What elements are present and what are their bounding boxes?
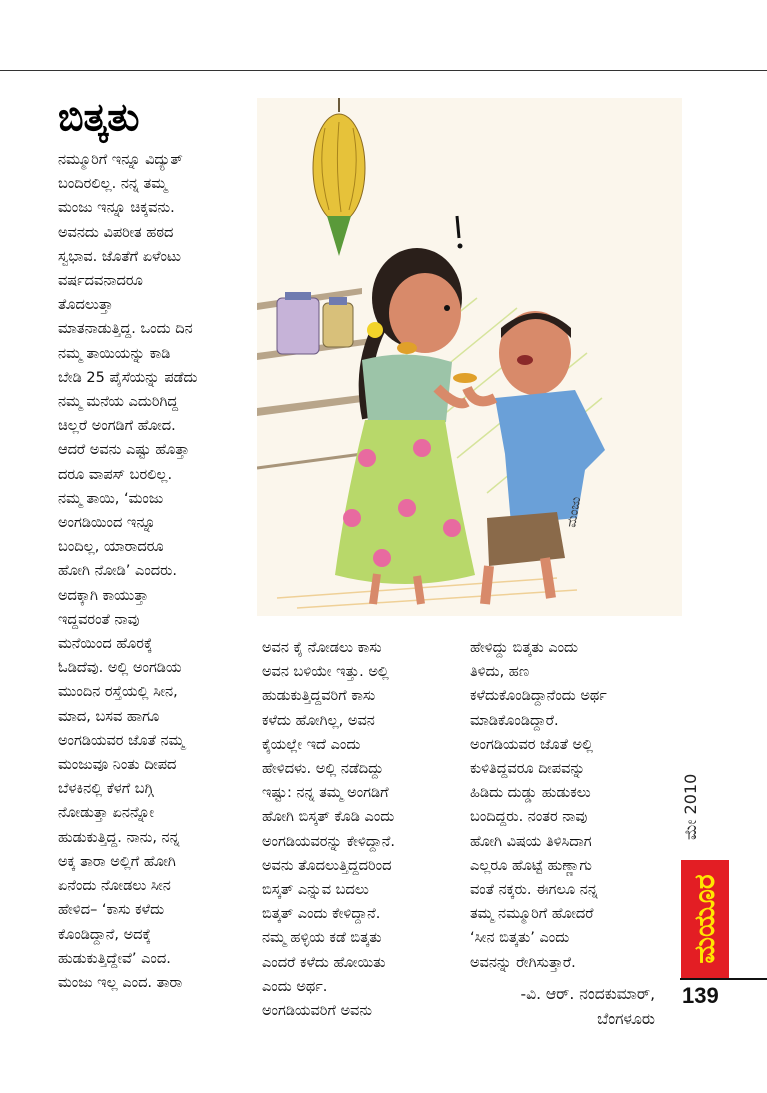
- magazine-name: ಮಯೂರ: [681, 860, 729, 978]
- article-line: ಅಂಗಡಿಯವರನ್ನು ಕೇಳಿದ್ದಾನೆ.: [262, 833, 395, 850]
- article-line: ಅಕ್ಕ ತಾರಾ ಅಲ್ಲಿಗೆ ಹೋಗಿ: [58, 853, 176, 870]
- article-line: ಬಿಸ್ಕತ್ ಎನ್ನುವ ಬದಲು: [262, 882, 369, 899]
- article-line: ಕಳೆದುಕೊಂಡಿದ್ದಾನೆಂದು ಅರ್ಥ: [470, 688, 607, 705]
- article-line: ಹುಡುಕುತ್ತಿದ್ದೇವೆ’ ಎಂದ.: [58, 950, 171, 967]
- article-line: ಕೊಂಡಿದ್ದಾನೆ, ಅದಕ್ಕೆ: [58, 926, 151, 943]
- article-line: ಕುಳಿತಿದ್ದವರೂ ದೀಪವನ್ನು: [470, 761, 586, 778]
- article-line: ನಮ್ಮ ಮನೆಯ ಎದುರಿಗಿದ್ದ: [58, 394, 179, 411]
- article-line: ಕಳೆದು ಹೋಗಿಲ್ಲ, ಅವನ: [262, 712, 375, 729]
- article-line: ಅವನದು ವಿಪರೀತ ಹಠದ: [58, 224, 174, 241]
- article-line: ಎಲ್ಲರೂ ಹೊಟ್ಟೆ ಹುಣ್ಣಾಗು: [470, 857, 592, 874]
- header-rule: [0, 70, 767, 71]
- article-line: ಅದಕ್ಕಾಗಿ ಕಾಯುತ್ತಾ: [58, 587, 149, 604]
- article-line: ಹೇಳಿದಳು. ಅಲ್ಲಿ ನಡೆದಿದ್ದು: [262, 761, 384, 778]
- article-line: ತಿಳಿದು, ಹಣ: [470, 664, 530, 681]
- article-line: ಬೆಳಕಿನಲ್ಲಿ ಕೆಳಗೆ ಬಗ್ಗಿ: [58, 781, 154, 798]
- author-city: ಬೆಂಗಳೂರು: [597, 1010, 655, 1028]
- article-line: ಮಾತನಾಡುತ್ತಿದ್ದ. ಒಂದು ದಿನ: [58, 321, 193, 338]
- article-line: ಮಾಡಿಕೊಂಡಿದ್ದಾರೆ.: [470, 712, 559, 729]
- article-line: ಅವನನ್ನು ರೇಗಿಸುತ್ತಾರೆ.: [470, 954, 576, 971]
- page-number-rule: [680, 978, 767, 980]
- article-line: ಮಂಜು ಇನ್ನೂ ಚಿಕ್ಕವನು.: [58, 200, 175, 217]
- article-column-1: [58, 148, 197, 995]
- article-line: ಚಿಲ್ಲರೆ ಅಂಗಡಿಗೆ ಹೋದ.: [58, 418, 176, 435]
- cartoon-illustration: [257, 98, 682, 616]
- article-line: ಅವನು ತೊದಲುತ್ತಿದ್ದದರಿಂದ: [262, 857, 392, 874]
- article-line: ಹೇಳಿದ್ದು ಬಿತ್ಕತು ಎಂದು: [470, 640, 579, 656]
- candy-jars: [277, 292, 353, 354]
- article-line: ನೋಡುತ್ತಾ ಏನನ್ನೋ: [58, 805, 155, 822]
- article-line: ನಮ್ಮೂರಿಗೆ ಇನ್ನೂ ವಿದ್ಯುತ್: [58, 152, 183, 168]
- article-line: ಮುಂದಿನ ರಸ್ತೆಯಲ್ಲಿ ಸೀನ,: [58, 684, 178, 701]
- article-line: ಇದ್ದವರಂತೆ ನಾವು: [58, 611, 140, 628]
- article-line: ವರ್ಷದವನಾದರೂ: [58, 273, 143, 290]
- article-line: ಅಂಗಡಿಯವರಿಗೆ ಅವನು: [262, 1003, 373, 1020]
- article-line: ನಮ್ಮ ತಾಯಿ, ‘ಮಂಜು: [58, 490, 164, 507]
- article-line: ಹೇಳಿದ– ‘ಕಾಸು ಕಳೆದು: [58, 902, 165, 919]
- article-line: ಕೈಯಲ್ಲೇ ಇದೆ ಎಂದು: [262, 736, 361, 753]
- article-column-2: [262, 636, 395, 1023]
- article-line: ಬಿತ್ಕತ್ ಎಂದು ಕೇಳಿದ್ದಾನೆ.: [262, 906, 381, 923]
- article-line: ನಮ್ಮ ತಾಯಿಯನ್ನು ಕಾಡಿ: [58, 345, 171, 362]
- article-line: ಹೋಗಿ ವಿಷಯ ತಿಳಿಸಿದಾಗ: [470, 833, 592, 850]
- author-name: -ವಿ. ಆರ್. ನಂದಕುಮಾರ್,: [520, 985, 655, 1003]
- article-line: ಅಂಗಡಿಯವರ ಜೊತೆ ನಮ್ಮ: [58, 732, 185, 749]
- article-column-3: [470, 636, 607, 975]
- article-line: ‘ಸೀನ ಬಿತ್ಕತು’ ಎಂದು: [470, 930, 570, 947]
- article-line: ದರೂ ವಾಪಸ್ ಬರಲಿಲ್ಲ.: [58, 466, 173, 483]
- article-line: ಅಂಗಡಿಯಿಂದ ಇನ್ನೂ: [58, 515, 156, 532]
- article-line: ಮಂಜುವೂ ನಿಂತು ದೀಪದ: [58, 757, 177, 774]
- article-line: ಹುಡುಕುತ್ತಿದ್ದ. ನಾನು, ನನ್ನ: [58, 829, 180, 846]
- article-line: ಇಷ್ಟು: ನನ್ನ ತಮ್ಮ ಅಂಗಡಿಗೆ: [262, 785, 389, 802]
- article-line: ಬಂದಿದ್ದರು. ನಂತರ ನಾವು: [470, 809, 588, 826]
- article-line: ಬೇಡಿ 25 ಪೈಸೆಯನ್ನು ಪಡೆದು: [58, 369, 198, 386]
- article-line: ಹಿಡಿದು ದುಡ್ಡು ಹುಡುಕಲು: [470, 785, 591, 802]
- article-line: ಹೋಗಿ ನೋಡಿ’ ಎಂದರು.: [58, 563, 178, 580]
- article-line: ಸ್ವಭಾವ. ಜೊತೆಗೆ ಏಳೆಂಟು: [58, 248, 182, 265]
- article-line: ಆದರೆ ಅವನು ಎಷ್ಟು ಹೊತ್ತಾ: [58, 442, 190, 459]
- issue-date: ಮೇ 2010: [681, 773, 700, 840]
- article-line: ಮಾದ, ಬಸವ ಹಾಗೂ: [58, 708, 160, 725]
- article-line: ಅವನ ಕೈ ನೋಡಲು ಕಾಸು: [262, 640, 382, 656]
- article-line: ಬಂದಿರಲಿಲ್ಲ. ನನ್ನ ತಮ್ಮ: [58, 176, 167, 193]
- article-line: ಅಂಗಡಿಯವರ ಜೊತೆ ಅಲ್ಲಿ: [470, 736, 594, 753]
- article-line: ಎಂದರೆ ಕಳೆದು ಹೋಯಿತು: [262, 954, 386, 971]
- article-line: ಎಂದು ಅರ್ಥ.: [262, 978, 328, 995]
- author-byline: [520, 982, 655, 1032]
- article-line: ತಮ್ಮ ನಮ್ಮೂರಿಗೆ ಹೋದರೆ: [470, 906, 594, 923]
- article-line: ಹುಡುಕುತ್ತಿದ್ದವರಿಗೆ ಕಾಸು: [262, 688, 376, 705]
- artist-signature: ಮಂಜು: [564, 495, 585, 529]
- article-line: ಏನೆಂದು ನೋಡಲು ಸೀನ: [58, 878, 171, 895]
- page-number: 139: [682, 983, 719, 1008]
- article-line: ಬಂದಿಲ್ಲ, ಯಾರಾದರೂ: [58, 539, 164, 556]
- article-line: ಅವನ ಬಳಿಯೇ ಇತ್ತು. ಅಲ್ಲಿ: [262, 664, 389, 681]
- article-line: ಓಡಿದೆವು. ಅಲ್ಲಿ ಅಂಗಡಿಯ: [58, 660, 182, 677]
- article-line: ಮನೆಯಿಂದ ಹೊರಕ್ಕೆ: [58, 636, 153, 653]
- article-line: ಹೋಗಿ ಬಿಸ್ಕತ್ ಕೊಡಿ ಎಂದು: [262, 809, 395, 826]
- article-line: ವಂತೆ ನಕ್ಕರು. ಈಗಲೂ ನನ್ನ: [470, 882, 598, 899]
- article-line: ಮಂಜು ಇಲ್ಲ ಎಂದ. ತಾರಾ: [58, 974, 183, 991]
- article-line: ನಮ್ಮ ಹಳ್ಳಿಯ ಕಡೆ ಬಿತ್ಕತು: [262, 930, 382, 947]
- article-line: ತೊದಲುತ್ತಾ: [58, 297, 113, 314]
- article-title: ಬಿತ್ಕತು: [58, 95, 140, 139]
